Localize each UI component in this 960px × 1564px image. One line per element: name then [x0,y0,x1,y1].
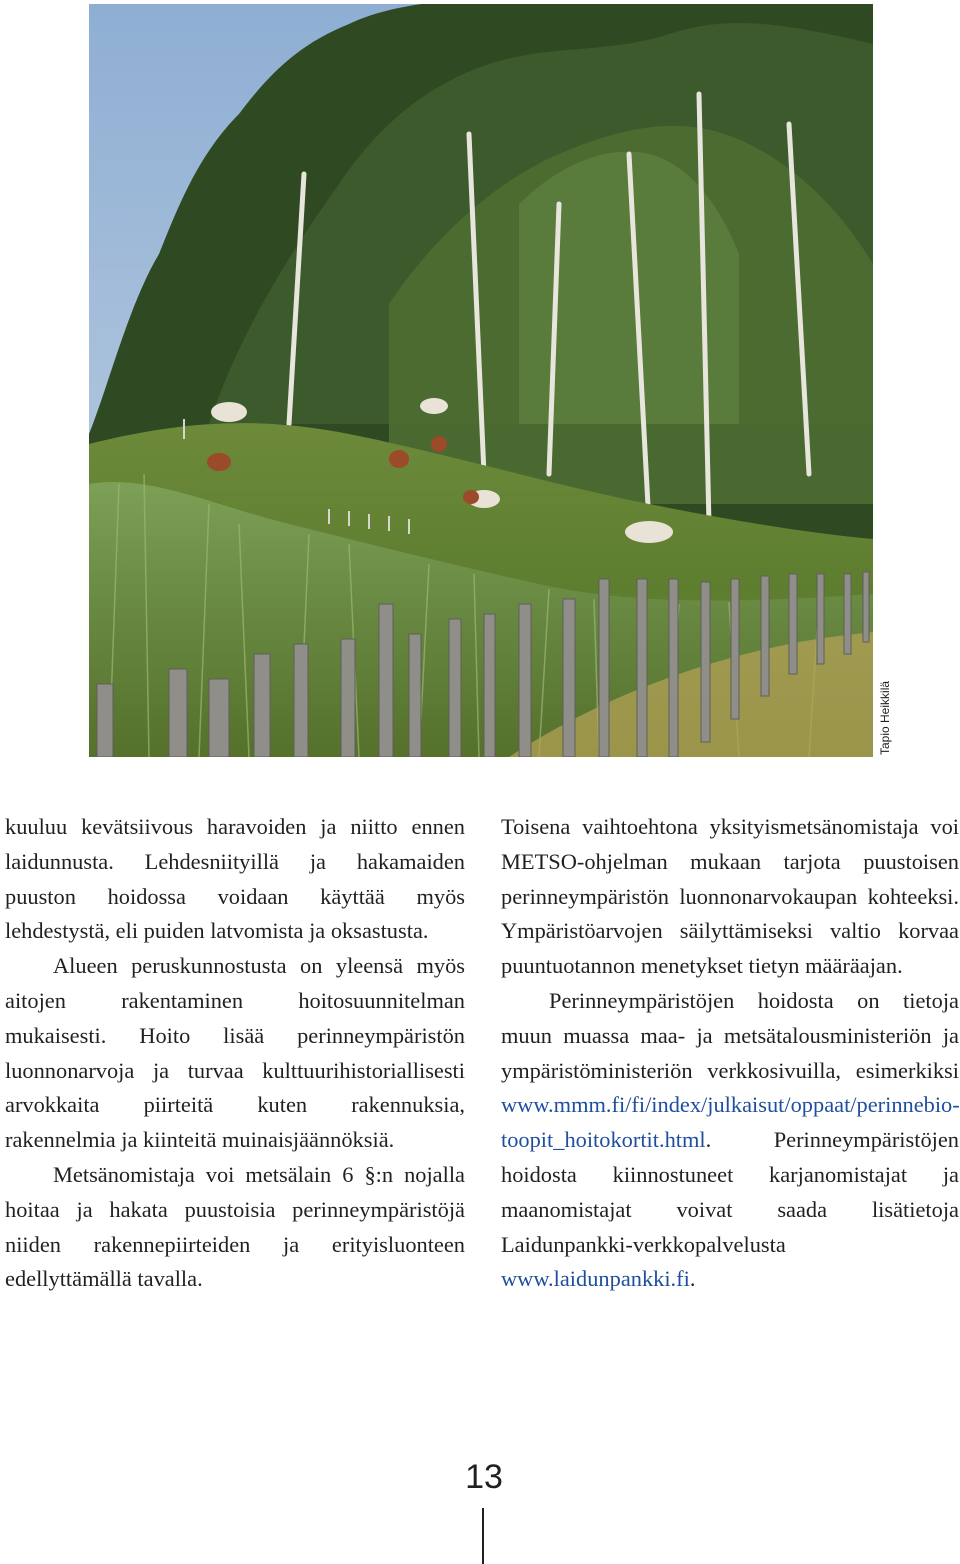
laidunpankki-link[interactable]: www.laidunpankki.fi [501,1266,690,1292]
right-column [501,810,959,1297]
photo-credit: Tapio Heikkilä [878,680,892,755]
pasture-photo [89,4,873,757]
paragraph: Metsänomistaja voi metsälain 6 §:n nojalla hoitaa ja hakata puustoisia perinneympäristöjä niiden rakennepiirteiden ja erityisluonteen edellyttämällä tavalla. [5,1161,465,1292]
paragraph: kuuluu kevätsiivous haravoiden ja niitto ennen laidunnusta. Lehdesniityillä ja hakamaiden puuston hoidossa voidaan käyttää myös lehdestystä, eli puiden latvomista ja oksastusta. [5,814,465,944]
page-number: 13 [465,1458,503,1496]
paragraph: Toisena vaihtoehtona yksityismetsänomistaja voi METSO-ohjelman mukaan tarjota puustoisen perinneympäristön luonnonarvokaupan kohteeksi. Ympäristöarvojen säilyttämiseksi valtio korvaa puuntuotannon menetykset tietyn määräajan. [501,814,959,979]
paragraph [501,984,959,1297]
paragraph: Alueen peruskunnostusta on yleensä myös aitojen rakentaminen hoitosuunnitelman mukaisesti. Hoito lisää perinneympäristön luonnonarvoja ja turvaa kulttuurihistoriallisesti arvokkaita piirteitä kuten rakennuksia, rakennelmia ja kiinteitä muinaisjäännöksiä. [5,953,465,1153]
left-column [5,810,465,1297]
paragraph-text: . Perinneympäristöjen hoidosta kiinnostuneet karjanomistajat ja maanomistajat voivat saada lisätietoja Laidunpankki-verkkopalvelusta [501,1127,959,1257]
mmm-link[interactable]: www.mmm.fi/fi/index/julkaisut/oppaat/perinnebiotoopit_hoitokortit.html [501,1092,960,1153]
paragraph-text: Perinneympäristöjen hoidosta on tietoja muun muassa maa- ja metsätalousministeriön ja ympäristöministeriön verkkosivuilla, esimerkiksi [501,987,959,1083]
footer-rule [482,1508,484,1564]
paragraph-text: . [689,1266,696,1292]
